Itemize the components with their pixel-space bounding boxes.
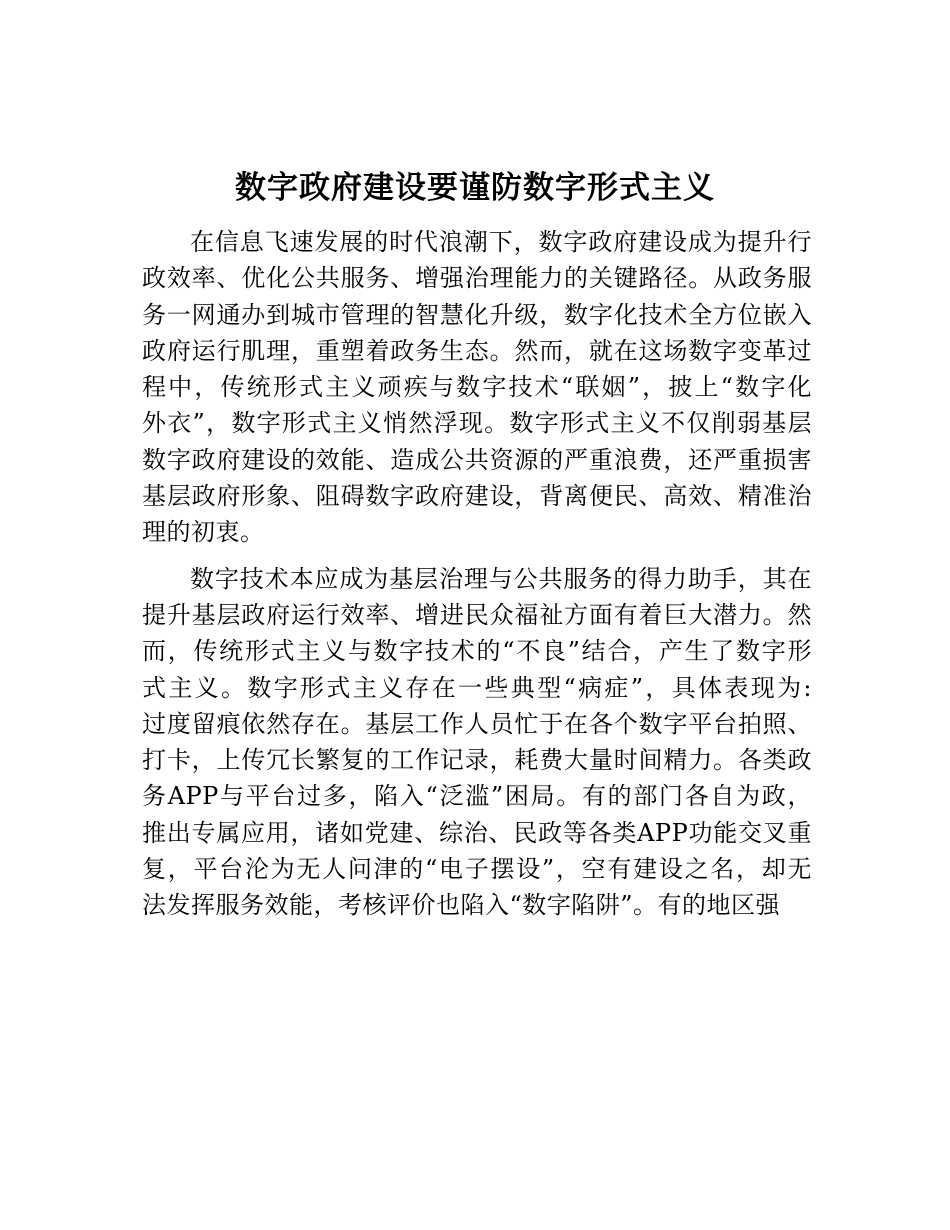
paragraph-2-line: 提升基层政府运行效率、增进民众福祉方面有着巨大潜力。然: [142, 600, 812, 629]
paragraph-2: [142, 561, 812, 924]
paragraph-1-line: 理的初衷。: [142, 518, 265, 547]
paragraph-2-line: 法发挥服务效能，考核评价也陷入“数字陷阱”。有的地区强: [142, 891, 781, 920]
paragraph-2-line: 复，平台沦为无人问津的“电子摆设”，空有建设之名，却无: [142, 855, 812, 884]
paragraph-1-line: 政府运行肌理，重塑着政务生态。然而，就在这场数字变革过: [142, 336, 812, 365]
document-body: [142, 224, 812, 934]
paragraph-1-line: 外衣”，数字形式主义悄然浮现。数字形式主义不仅削弱基层: [142, 409, 812, 438]
paragraph-1-line: 基层政府形象、阻碍数字政府建设，背离便民、高效、精准治: [142, 482, 812, 511]
paragraph-2-line: 打卡，上传冗长繁复的工作记录，耗费大量时间精力。各类政: [142, 746, 812, 775]
paragraph-2-line: 推出专属应用，诸如党建、综治、民政等各类APP功能交叉重: [142, 818, 812, 847]
paragraph-2-line: 式主义。数字形式主义存在一些典型“病症”，具体表现为:: [142, 673, 812, 702]
paragraph-2-line: 数字技术本应成为基层治理与公共服务的得力助手，其在: [190, 564, 812, 593]
paragraph-1-line: 务一网通办到城市管理的智慧化升级，数字化技术全方位嵌入: [142, 300, 812, 329]
paragraph-1-line: 在信息飞速发展的时代浪潮下，数字政府建设成为提升行: [190, 228, 812, 256]
paragraph-2-line: 而，传统形式主义与数字技术的“不良”结合，产生了数字形: [142, 637, 812, 666]
paragraph-1-line: 数字政府建设的效能、造成公共资源的严重浪费，还严重损害: [142, 445, 812, 474]
paragraph-1-line: 程中，传统形式主义顽疾与数字技术“联姻”，披上“数字化: [142, 373, 812, 402]
paragraph-1: [142, 224, 812, 551]
paragraph-1-line: 政效率、优化公共服务、增强治理能力的关键路径。从政务服: [142, 264, 812, 293]
document-title: 数字政府建设要谨防数字形式主义: [235, 170, 715, 206]
paragraph-2-line: 务APP与平台过多，陷入“泛滥”困局。有的部门各自为政，: [142, 782, 812, 811]
paragraph-2-line: 过度留痕依然存在。基层工作人员忙于在各个数字平台拍照、: [142, 709, 812, 738]
